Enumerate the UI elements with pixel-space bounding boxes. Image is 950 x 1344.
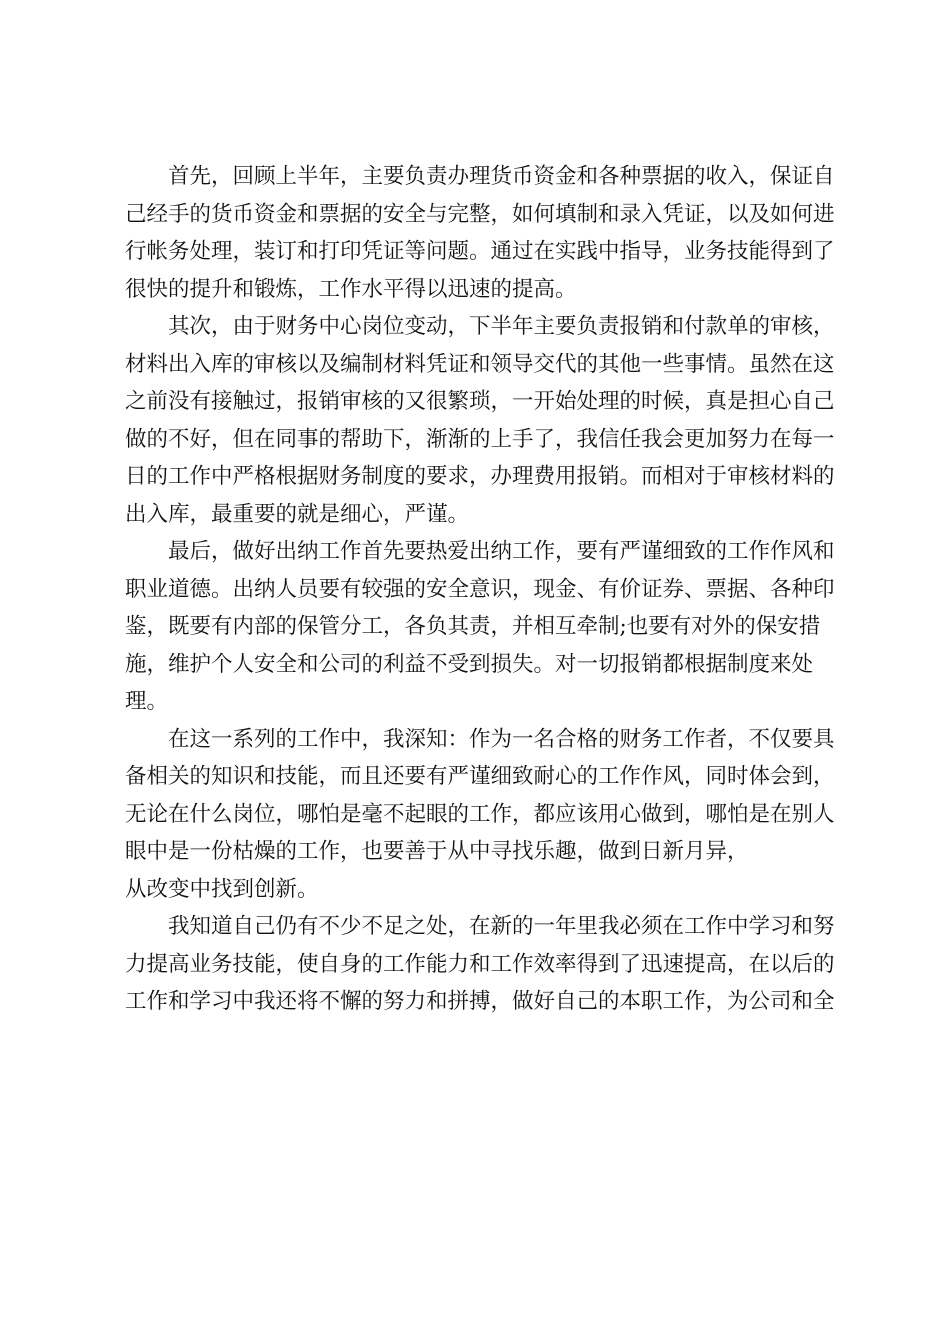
text-line: 施，维护个人安全和公司的利益不受到损失。对一切报销都根据制度来处: [125, 651, 814, 677]
document-body: [125, 158, 850, 1021]
text-line: 之前没有接触过，报销审核的又很繁琐，一开始处理的时候，真是担心自己: [125, 389, 835, 414]
text-line: 从改变中找到创新。: [125, 876, 319, 902]
paragraph-3: [125, 533, 850, 721]
paragraph-2: [125, 308, 850, 533]
text-line: 行帐务处理，装订和打印凭证等问题。通过在实践中指导，业务技能得到了: [125, 239, 835, 264]
text-line: 我知道自己仍有不少不足之处，在新的一年里我必须在工作中学习和努: [168, 914, 835, 939]
text-line: 力提高业务技能，使自身的工作能力和工作效率得到了迅速提高，在以后的: [125, 951, 835, 977]
text-line: 在这一系列的工作中，我深知：作为一名合格的财务工作者，不仅要具: [168, 726, 835, 752]
text-line: 做的不好，但在同事的帮助下，渐渐的上手了，我信任我会更加努力在每一: [125, 426, 835, 452]
text-line: 工作和学习中我还将不懈的努力和拼搏，做好自己的本职工作，为公司和全: [125, 989, 835, 1014]
text-line: 最后，做好出纳工作首先要热爱出纳工作，要有严谨细致的工作作风和: [168, 539, 835, 564]
paragraph-1: [125, 158, 850, 308]
text-line: 职业道德。出纳人员要有较强的安全意识，现金、有价证券、票据、各种印: [125, 576, 835, 602]
text-line: 眼中是一份枯燥的工作，也要善于从中寻找乐趣，做到日新月异，: [125, 839, 749, 864]
text-line: 材料出入库的审核以及编制材料凭证和领导交代的其他一些事情。虽然在这: [125, 351, 835, 377]
text-line: 首先，回顾上半年，主要负责办理货币资金和各种票据的收入，保证自: [168, 164, 835, 189]
text-line: 鉴，既要有内部的保管分工，各负其责，并相互牵制;也要有对外的保安措: [125, 614, 821, 639]
text-line: 理。: [125, 689, 169, 714]
text-line: 出入库，最重要的就是细心，严谨。: [125, 501, 470, 527]
text-line: 很快的提升和锻炼，工作水平得以迅速的提高。: [125, 276, 577, 302]
paragraph-5: [125, 908, 850, 1021]
text-line: 其次，由于财务中心岗位变动，下半年主要负责报销和付款单的审核，: [168, 314, 835, 339]
text-line: 己经手的货币资金和票据的安全与完整，如何填制和录入凭证，以及如何进: [125, 201, 835, 227]
text-line: 无论在什么岗位，哪怕是毫不起眼的工作，都应该用心做到，哪怕是在别人: [125, 801, 835, 827]
text-line: 备相关的知识和技能，而且还要有严谨细致耐心的工作作风，同时体会到，: [125, 764, 835, 789]
paragraph-4: [125, 721, 850, 909]
text-line: 日的工作中严格根据财务制度的要求，办理费用报销。而相对于审核材料的: [125, 464, 835, 489]
